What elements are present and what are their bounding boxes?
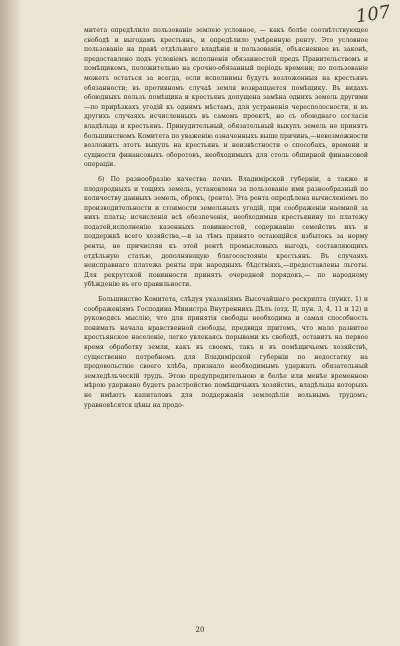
- binding-shadow: [0, 0, 22, 646]
- paragraph-2: 6) По разнообразію качества почвъ Владимірской губерніи, а также и плодородныхъ и тощихъ земель, установлена за пользованіе ими разнообразный по количеству данныхъ земель, оброкъ, (рента). Эта рента опредѣлена вычисленіемъ по производительности и стоимости земельныхъ угодій, при соображеніи наемной за нихъ платы; исчисленія всѣ обезпеченія, необходимыя крестьянину по платежу податей,исполненію казенныхъ повинностей, содержанію семействъ ихъ и поддержкѣ всего хозяйства,—и за тѣмъ принято остающійся избытокъ за норму ренты, не причисляя къ этой рентѣ промысловыхъ выгодъ, составляющихъ отдѣльную статью, дополняющую благосостояніе крестьянъ. Въ случаяхъ неисправнаго платежа ренты при народныхъ бѣдствіяхъ,—предоставлены льготы. Для рекрутской повинности принятъ очередной порядокъ,— по народному убѣжденію въ его правильности.: [84, 175, 368, 289]
- text-body: [84, 26, 368, 410]
- paragraph-3: Большинство Комитета, слѣдуя указаніямъ Высочайшаго рескрипта (пункт. 1) и соображеніямъ Господина Министра Внутреннихъ Дѣлъ (отд. II, пун. 3, 4, 11 и 12) и руководясь мыслію, что для принятія свободы необходима и самая способность понимать начала нравственной свободы, предвидя притомъ, что мало развитое крестьянское населеніе, легко увлекаясь порывами къ свободѣ, оставитъ на первое время обработку земли, какъ въ своемъ, такъ и въ помѣщичьемъ хозяйствѣ, существенно потребномъ для Владимірской губерніи по недостатку на продовольствіе своего хлѣба, признало необходимымъ удержать обязательный земледѣльческій трудъ. Этою предупредительною и болѣе или менѣе временною мѣрою удержано будетъ разстройство помѣщичьихъ хозяйствъ, владѣльцы которыхъ не имѣютъ капиталовъ для поддержанія земледѣлія вольнымъ трудомъ; уравновѣсятся цѣны на продо-: [84, 296, 368, 409]
- page-number: 20: [195, 626, 205, 634]
- folio-number: 107: [354, 1, 392, 28]
- paragraph-1: митета опредѣлило пользованіе землею условное, — какъ болѣе соотвѣтствующее свободѣ и выгодамъ крестьянъ, и опредѣлило умѣренную ренту. Это условное пользованіе на правѣ отдѣльнаго владѣнія и пользованія, объясненное въ законѣ, предоставлено подъ условіемъ исполненія обязанностей предъ Правительствомъ и помѣщикомъ, положительно на срочно-обязанный періодъ времени; по пользованіе можетъ остаться за всегда, если исполнимы будутъ возложенныя на крестьянъ обязанности; въ противномъ случаѣ земля возвращается помѣщику. Въ видахъ обоюдныхъ пользъ помѣщика и крестьянъ допущена замѣна однихъ земель другими—по прирѣзкахъ угодій къ однимъ мѣстамъ, для устраненія чересполосности, и въ другихъ случаяхъ исчисленныхъ въ самомъ проектѣ, но съ обоюднаго согласія владѣльца и крестьянъ. Принудительный, обязательный выкупъ земель не принятъ большинствомъ Комитета по уваженію означенныхъ выше причинъ,—невозможности возложить этотъ выкупъ на крестьянъ и неизвѣстности о способахъ, времени и сущности финансовыхъ оборотовъ, необходимыхъ для столь обширной финансовой операціи.: [84, 27, 368, 169]
